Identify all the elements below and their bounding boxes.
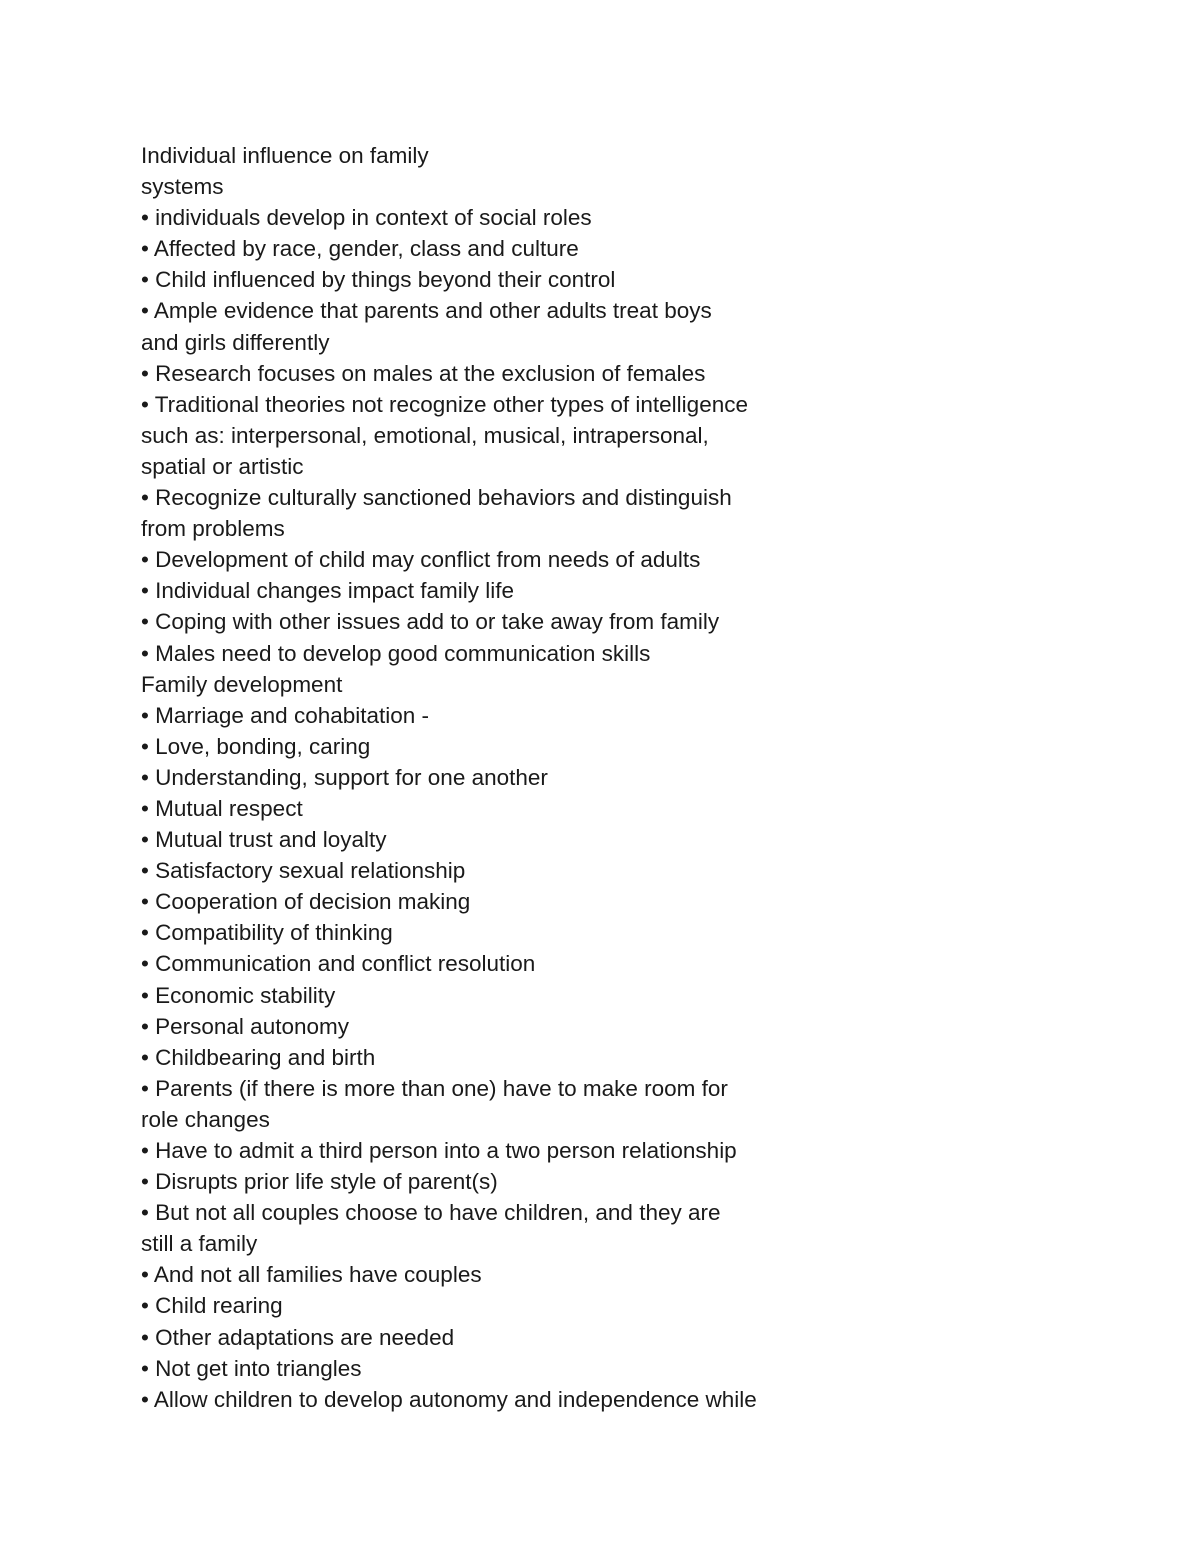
bullet-line: • Allow children to develop autonomy and independence while bbox=[141, 1386, 757, 1412]
bullet-line: • Development of child may conflict from needs of adults bbox=[141, 547, 701, 573]
bullet-continuation: and girls differently bbox=[141, 329, 330, 355]
section-heading-continued: systems bbox=[141, 174, 224, 200]
bullet-line: • Affected by race, gender, class and culture bbox=[141, 236, 579, 262]
bullet-line: • Mutual respect bbox=[141, 795, 303, 821]
bullet-line: • Parents (if there is more than one) have to make room for bbox=[141, 1075, 728, 1101]
bullet-line: • Child rearing bbox=[141, 1293, 283, 1319]
bullet-line: • Mutual trust and loyalty bbox=[141, 827, 387, 853]
bullet-line: • Personal autonomy bbox=[141, 1013, 349, 1039]
bullet-line: • And not all families have couples bbox=[141, 1262, 482, 1288]
bullet-line: • Not get into triangles bbox=[141, 1355, 362, 1381]
bullet-line: • Child influenced by things beyond their control bbox=[141, 267, 616, 293]
bullet-continuation: spatial or artistic bbox=[141, 453, 304, 479]
bullet-continuation: such as: interpersonal, emotional, musical, intrapersonal, bbox=[141, 422, 709, 448]
bullet-line: • Communication and conflict resolution bbox=[141, 951, 536, 977]
bullet-line: • Traditional theories not recognize other types of intelligence bbox=[141, 391, 748, 417]
bullet-line: • Marriage and cohabitation - bbox=[141, 702, 430, 728]
bullet-line: • Economic stability bbox=[141, 982, 336, 1008]
bullet-line: • Ample evidence that parents and other adults treat boys bbox=[141, 298, 712, 324]
section-heading: Individual influence on family bbox=[141, 143, 429, 168]
bullet-line: • Recognize culturally sanctioned behaviors and distinguish bbox=[141, 485, 732, 511]
bullet-line: • Males need to develop good communication skills bbox=[141, 640, 651, 666]
bullet-line: • But not all couples choose to have children, and they are bbox=[141, 1200, 721, 1226]
bullet-continuation: still a family bbox=[141, 1231, 258, 1257]
bullet-line: • Understanding, support for one another bbox=[141, 764, 548, 790]
bullet-line: • Compatibility of thinking bbox=[141, 920, 393, 946]
bullet-line: • individuals develop in context of social roles bbox=[141, 205, 592, 231]
bullet-line: • Coping with other issues add to or take away from family bbox=[141, 609, 720, 635]
bullet-line: • Have to admit a third person into a two person relationship bbox=[141, 1138, 737, 1163]
bullet-line: • Satisfactory sexual relationship bbox=[141, 858, 466, 884]
bullet-line: • Childbearing and birth bbox=[141, 1044, 376, 1070]
section-heading: Family development bbox=[141, 671, 343, 697]
bullet-continuation: from problems bbox=[141, 516, 285, 542]
bullet-line: • Other adaptations are needed bbox=[141, 1324, 455, 1350]
bullet-line: • Research focuses on males at the exclusion of females bbox=[141, 360, 706, 386]
bullet-line: • Love, bonding, caring bbox=[141, 733, 371, 759]
bullet-continuation: role changes bbox=[141, 1106, 270, 1132]
bullet-line: • Disrupts prior life style of parent(s) bbox=[141, 1169, 498, 1195]
bullet-line: • Cooperation of decision making bbox=[141, 889, 471, 915]
bullet-line: • Individual changes impact family life bbox=[141, 578, 515, 604]
document-body bbox=[141, 140, 901, 1415]
